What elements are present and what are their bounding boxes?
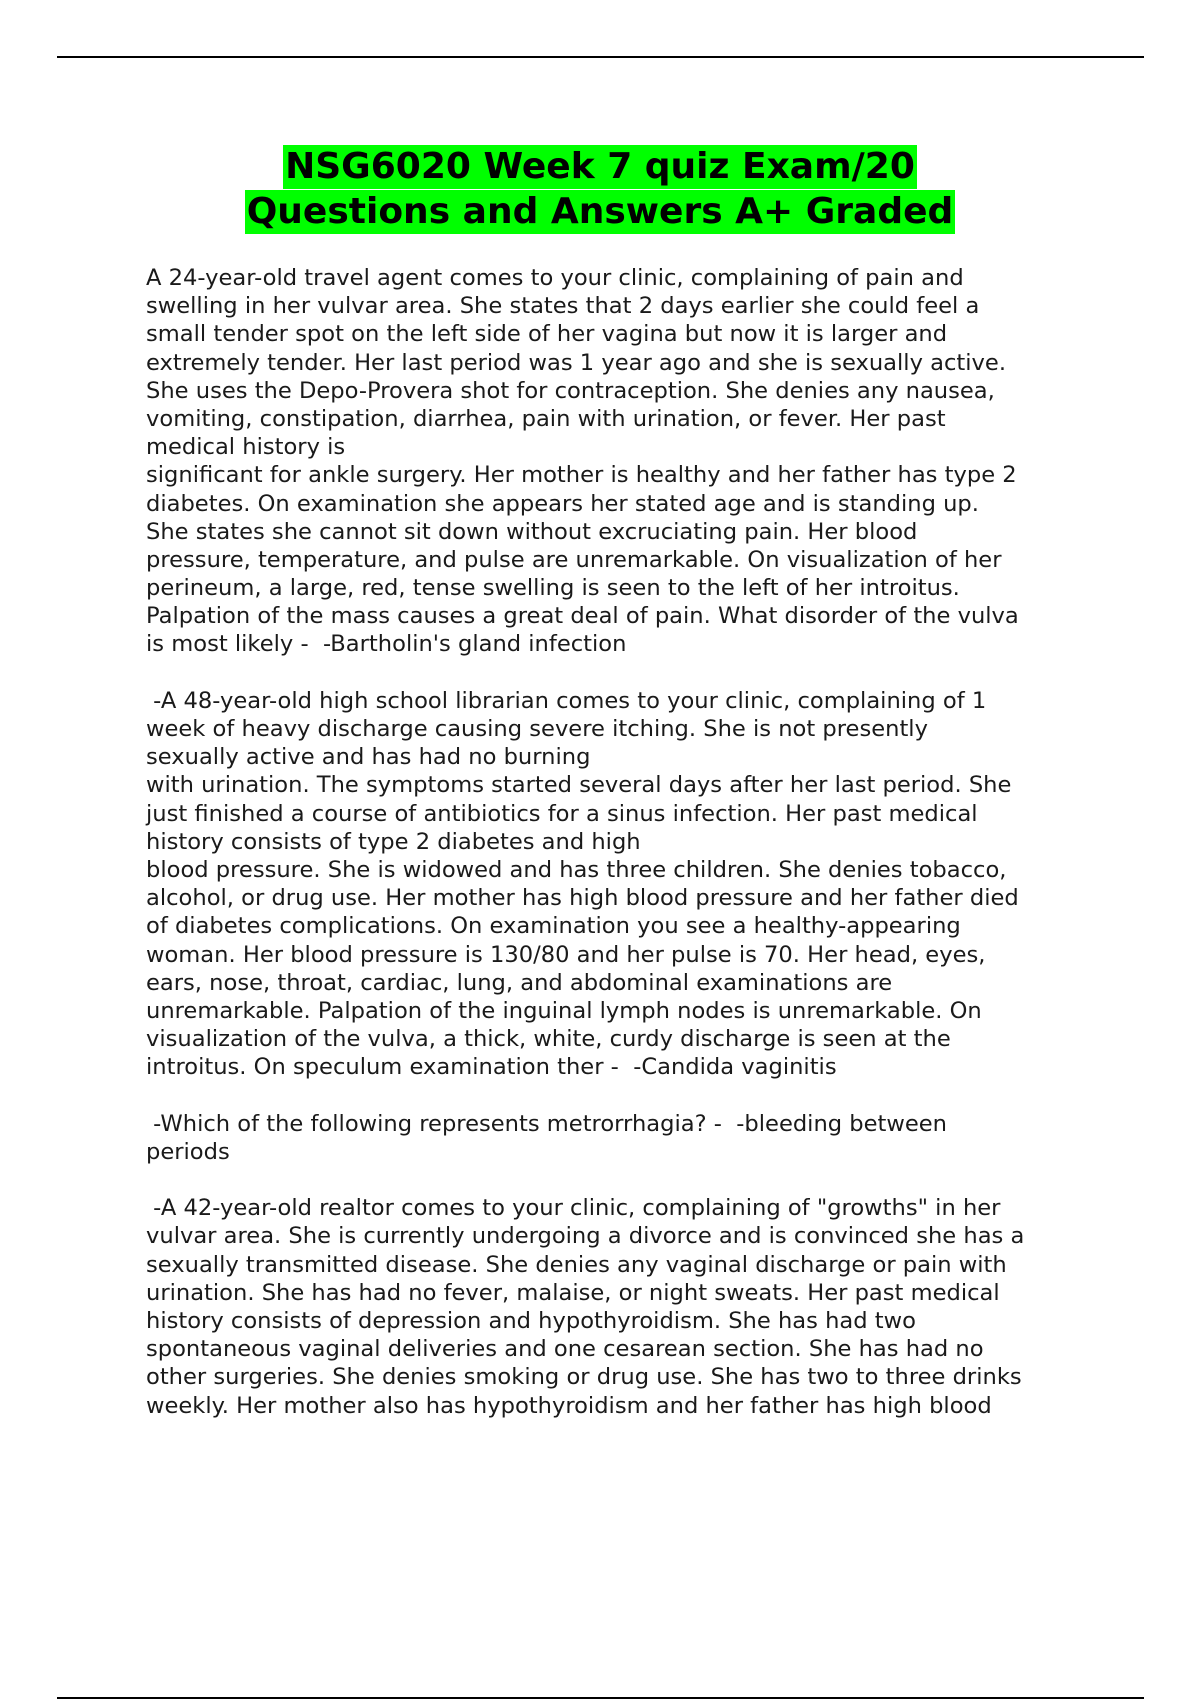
- text-line: significant for ankle surgery. Her mother is healthy and her father has type 2: [146, 462, 1017, 489]
- text-line: alcohol, or drug use. Her mother has high blood pressure and her father died: [146, 885, 1019, 912]
- document-body: [146, 264, 1096, 1420]
- paragraph-gap: [146, 1166, 1096, 1194]
- text-line: other surgeries. She denies smoking or drug use. She has two to three drinks: [146, 1364, 1022, 1391]
- text-line: unremarkable. Palpation of the inguinal lymph nodes is unremarkable. On: [146, 997, 982, 1024]
- text-line: history consists of depression and hypothyroidism. She has had two: [146, 1307, 916, 1334]
- text-line: weekly. Her mother also has hypothyroidism and her father has high blood: [146, 1392, 992, 1419]
- question-paragraph: [146, 1194, 1096, 1420]
- text-line: Palpation of the mass causes a great deal of pain. What disorder of the vulva: [146, 603, 1019, 630]
- title-line-2: Questions and Answers A+ Graded: [246, 191, 954, 232]
- text-line: periods: [146, 1138, 230, 1165]
- text-line: pressure, temperature, and pulse are unremarkable. On visualization of her: [146, 546, 1002, 573]
- text-line: vomiting, constipation, diarrhea, pain with urination, or fever. Her past: [146, 405, 946, 432]
- document-title: [0, 145, 1200, 235]
- text-line: is most likely - -Bartholin's gland infection: [146, 631, 627, 658]
- question-paragraph: [146, 264, 1096, 659]
- text-line: woman. Her blood pressure is 130/80 and her pulse is 70. Her head, eyes,: [146, 941, 986, 968]
- text-line: perineum, a large, red, tense swelling is seen to the left of her introitus.: [146, 575, 960, 602]
- paragraph-gap: [146, 659, 1096, 687]
- text-line: introitus. On speculum examination ther - -Candida vaginitis: [146, 1054, 837, 1081]
- text-line: swelling in her vulvar area. She states that 2 days earlier she could feel a: [146, 293, 980, 320]
- text-line: of diabetes complications. On examination you see a healthy-appearing: [146, 913, 961, 940]
- text-line: blood pressure. She is widowed and has three children. She denies tobacco,: [146, 856, 1007, 883]
- text-line: medical history is: [146, 434, 346, 461]
- bottom-rule: [57, 1697, 1144, 1699]
- text-line: vulvar area. She is currently undergoing a divorce and is convinced she has a: [146, 1223, 1025, 1250]
- question-paragraph: [146, 687, 1096, 1082]
- text-line: extremely tender. Her last period was 1 year ago and she is sexually active.: [146, 349, 1006, 376]
- text-line: -A 48-year-old high school librarian comes to your clinic, complaining of 1: [146, 687, 987, 714]
- text-line: urination. She has had no fever, malaise, or night sweats. Her past medical: [146, 1279, 1000, 1306]
- text-line: sexually active and has had no burning: [146, 744, 591, 771]
- text-line: spontaneous vaginal deliveries and one cesarean section. She has had no: [146, 1336, 984, 1363]
- text-line: visualization of the vulva, a thick, white, curdy discharge is seen at the: [146, 1026, 951, 1053]
- text-line: with urination. The symptoms started several days after her last period. She: [146, 772, 1012, 799]
- text-line: history consists of type 2 diabetes and high: [146, 828, 641, 855]
- top-rule: [57, 56, 1144, 58]
- text-line: just finished a course of antibiotics for a sinus infection. Her past medical: [146, 800, 978, 827]
- text-line: ears, nose, throat, cardiac, lung, and abdominal examinations are: [146, 969, 893, 996]
- text-line: sexually transmitted disease. She denies any vaginal discharge or pain with: [146, 1251, 1007, 1278]
- text-line: small tender spot on the left side of her vagina but now it is larger and: [146, 321, 948, 348]
- title-line-1: NSG6020 Week 7 quiz Exam/20: [285, 146, 915, 187]
- text-line: She uses the Depo-Provera shot for contraception. She denies any nausea,: [146, 377, 995, 404]
- text-line: She states she cannot sit down without excruciating pain. Her blood: [146, 518, 918, 545]
- text-line: -Which of the following represents metrorrhagia? - -bleeding between: [146, 1110, 948, 1137]
- text-line: week of heavy discharge causing severe itching. She is not presently: [146, 716, 928, 742]
- text-line: -A 42-year-old realtor comes to your clinic, complaining of "growths" in her: [146, 1195, 1001, 1222]
- paragraph-gap: [146, 1081, 1096, 1109]
- text-line: A 24-year-old travel agent comes to your clinic, complaining of pain and: [146, 265, 964, 291]
- text-line: diabetes. On examination she appears her stated age and is standing up.: [146, 490, 979, 517]
- question-paragraph: [146, 1110, 1096, 1166]
